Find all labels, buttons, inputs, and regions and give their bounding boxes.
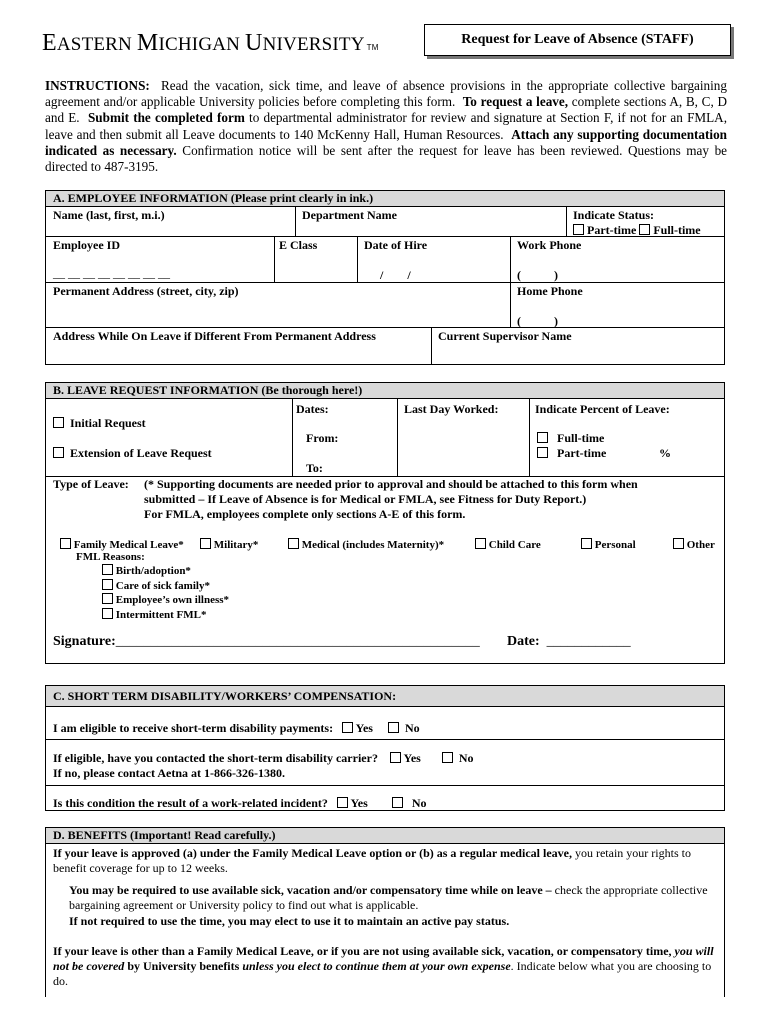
percent-full-time-checkbox[interactable] <box>537 432 548 443</box>
work-related-question: Is this condition the result of a work-related incident? <box>53 796 328 810</box>
date-label: Date: <box>507 634 540 649</box>
benefits-para-4-rest: . Indicate below what you are choosing to do. <box>53 959 712 988</box>
leave-type-military[interactable] <box>200 538 258 551</box>
intermittent-label: Intermittent FML* <box>115 608 207 621</box>
initial-request-option[interactable] <box>53 416 146 431</box>
leave-type-other[interactable] <box>673 538 715 551</box>
full-time-label: Full-time <box>653 223 701 237</box>
std-eligible-no-label: No <box>404 721 420 735</box>
instructions-text-2: complete sections A, B, C, D and E. <box>45 94 728 126</box>
personal-checkbox[interactable] <box>581 538 592 549</box>
extension-option[interactable] <box>53 446 212 461</box>
to-date-field[interactable]: To: <box>306 461 323 475</box>
hire-date-label: Date of Hire <box>364 238 428 252</box>
work-related-no-label: No <box>411 796 427 810</box>
instructions-label: INSTRUCTIONS: <box>45 78 150 93</box>
dates-label: Dates: <box>296 402 329 416</box>
fml-reason-care[interactable] <box>102 579 229 594</box>
other-label: Other <box>686 539 715 551</box>
instructions-text-3: to departmental administrator for review and signature at Section F, if not for an FMLA, leave and then submit all Leave documents to 140 McKenny Hall, Human Resources. <box>45 110 728 142</box>
signature-field[interactable] <box>53 634 480 650</box>
benefits-para-4-mid: by University benefits <box>127 959 240 973</box>
full-time-checkbox[interactable] <box>639 224 650 235</box>
form-title: Request for Leave of Absence (STAFF) <box>424 24 731 56</box>
eclass-field[interactable]: E Class <box>279 238 318 252</box>
medical-checkbox[interactable] <box>288 538 299 549</box>
percent-full-time-label: Full-time <box>557 431 605 445</box>
home-phone-label: Home Phone <box>517 284 583 298</box>
fml-checkbox[interactable] <box>60 538 71 549</box>
benefits-para-2-bold: You may be required to use available sick, vacation and/or compensatory time while on leave – <box>69 883 552 897</box>
work-related-yes-checkbox[interactable] <box>337 797 348 808</box>
fml-reason-birth[interactable] <box>102 564 229 579</box>
status-label: Indicate Status: <box>573 208 655 222</box>
leave-address-field[interactable]: Address While On Leave if Different From Permanent Address <box>53 329 376 343</box>
personal-label: Personal <box>594 539 636 551</box>
std-contacted-question: If eligible, have you contacted the short-term disability carrier? <box>53 751 378 765</box>
extension-checkbox[interactable] <box>53 447 64 458</box>
medical-label: Medical (includes Maternity)* <box>301 539 445 551</box>
percent-sign: % <box>659 446 671 460</box>
initial-request-checkbox[interactable] <box>53 417 64 428</box>
benefits-para-2-rest: check the appropriate collective bargaining agreement or University policy to find out what is applicable. <box>69 883 708 912</box>
illness-checkbox[interactable] <box>102 593 113 604</box>
leave-type-medical[interactable] <box>288 538 444 551</box>
employee-id-field[interactable]: __ __ __ __ __ __ __ __ <box>53 266 170 280</box>
std-contacted-no-checkbox[interactable] <box>442 752 453 763</box>
employee-id-label: Employee ID <box>53 238 120 252</box>
part-time-label: Part-time <box>587 223 637 237</box>
trademark-mark: TM <box>366 43 379 52</box>
work-related-no-checkbox[interactable] <box>392 797 403 808</box>
work-related-row <box>53 796 426 811</box>
type-note-2: submitted – If Leave of Absence is for Medical or FMLA, see Fitness for Duty Report.) <box>144 492 587 506</box>
benefits-para-3: If not required to use the time, you may elect to use it to maintain an active pay status. <box>69 914 510 928</box>
instructions <box>45 78 727 175</box>
extension-label: Extension of Leave Request <box>70 446 212 460</box>
std-eligible-no-checkbox[interactable] <box>388 722 399 733</box>
benefits-para-4-bold: If your leave is other than a Family Medical Leave, or if you are not using available sick, vacation, or compensatory time, <box>53 944 672 958</box>
birth-checkbox[interactable] <box>102 564 113 575</box>
birth-label: Birth/adoption* <box>115 565 191 577</box>
date-field[interactable] <box>507 634 631 650</box>
status-options <box>573 223 701 238</box>
fml-label: Family Medical Leave* <box>73 539 184 551</box>
military-label: Military* <box>213 539 259 551</box>
percent-full-time-option[interactable] <box>537 431 604 446</box>
other-checkbox[interactable] <box>673 538 684 549</box>
fml-reasons-list <box>102 564 229 622</box>
benefits-para-4-italic-1: you will not be covered <box>53 944 714 973</box>
care-label: Care of sick family* <box>115 579 210 592</box>
instructions-bold-1: To request a leave, <box>462 94 569 110</box>
section-c-title: C. SHORT TERM DISABILITY/WORKERS’ COMPENSATION: <box>46 686 724 707</box>
instructions-bold-2: Submit the completed form <box>87 110 245 126</box>
aetna-contact-text: If no, please contact Aetna at 1-866-326-1380. <box>53 766 285 780</box>
percent-label: Indicate Percent of Leave: <box>535 402 670 416</box>
std-contacted-yes-label: Yes <box>403 751 421 765</box>
name-field[interactable]: Name (last, first, m.i.) <box>53 208 165 222</box>
initial-request-label: Initial Request <box>70 416 146 430</box>
department-field[interactable]: Department Name <box>302 208 397 222</box>
supervisor-field[interactable]: Current Supervisor Name <box>438 329 572 343</box>
type-of-leave-label: Type of Leave: <box>53 477 129 491</box>
std-eligible-yes-label: Yes <box>355 721 373 735</box>
signature-label: Signature: <box>53 634 116 649</box>
hire-date-field[interactable]: / / <box>380 268 411 282</box>
fml-reason-intermittent[interactable] <box>102 608 229 623</box>
signature-line: ____________________________________________________ <box>115 634 480 649</box>
fml-reasons-label: FML Reasons: <box>76 551 145 563</box>
date-line: ____________ <box>546 634 631 649</box>
from-date-field[interactable]: From: <box>306 431 339 445</box>
child-care-checkbox[interactable] <box>475 538 486 549</box>
std-eligible-row <box>53 721 420 736</box>
benefits-para-2 <box>69 883 709 913</box>
benefits-para-4 <box>53 944 718 989</box>
percent-part-time-label: Part-time <box>557 446 607 460</box>
benefits-para-4-italic-2: unless you elect to continue them at your own expense <box>242 959 511 973</box>
instructions-bold-3: Attach any supporting documentation indicated as necessary. <box>45 126 728 158</box>
leave-type-fml[interactable] <box>60 538 184 551</box>
std-contacted-no-label: No <box>458 751 474 765</box>
std-contacted-row <box>53 751 474 766</box>
work-phone-label: Work Phone <box>517 238 582 252</box>
benefits-para-1-rest: you retain your rights to benefit coverage for up to 12 weeks. <box>53 846 691 875</box>
section-a-title: A. EMPLOYEE INFORMATION (Please print clearly in ink.) <box>46 191 724 207</box>
child-care-label: Child Care <box>488 539 541 551</box>
illness-label: Employee’s own illness* <box>115 594 230 606</box>
std-eligible-yes-checkbox[interactable] <box>342 722 353 733</box>
work-related-yes-label: Yes <box>350 796 368 810</box>
section-d-title: D. BENEFITS (Important! Read carefully.) <box>46 828 724 844</box>
part-time-checkbox[interactable] <box>573 224 584 235</box>
section-c <box>45 685 725 811</box>
permanent-address-field[interactable]: Permanent Address (street, city, zip) <box>53 284 239 298</box>
leave-type-child-care[interactable] <box>475 538 541 551</box>
leave-type-personal[interactable] <box>581 538 636 551</box>
benefits-para-1 <box>53 846 718 876</box>
type-note-3: For FMLA, employees complete only sections A-E of this form. <box>144 507 466 521</box>
std-contacted-yes-checkbox[interactable] <box>390 752 401 763</box>
type-note-1: (* Supporting documents are needed prior to approval and should be attached to this form when <box>144 477 638 491</box>
military-checkbox[interactable] <box>200 538 211 549</box>
university-logo: EASTERN MICHIGAN UNIVERSITY TM <box>42 30 379 56</box>
home-phone-field[interactable]: ( ) <box>517 314 558 328</box>
instructions-text-4: Confirmation notice will be sent after the request for leave has been reviewed. Questions may be directed to 487-3195. <box>45 142 728 175</box>
instructions-text-1: Read the vacation, sick time, and leave of absence provisions in the appropriate collective bargaining agreement and/or applicable University policies before completing this form. <box>45 78 727 110</box>
percent-part-time-option[interactable] <box>537 446 606 461</box>
intermittent-checkbox[interactable] <box>102 608 113 619</box>
care-checkbox[interactable] <box>102 579 113 590</box>
benefits-para-1-bold: If your leave is approved (a) under the Family Medical Leave option or (b) as a regular medical leave, <box>53 846 572 860</box>
last-day-worked-field[interactable]: Last Day Worked: <box>404 402 499 416</box>
section-b-title: B. LEAVE REQUEST INFORMATION (Be thorough here!) <box>46 383 724 399</box>
fml-reason-illness[interactable] <box>102 593 229 608</box>
std-eligible-question: I am eligible to receive short-term disability payments: <box>53 721 334 735</box>
percent-part-time-checkbox[interactable] <box>537 447 548 458</box>
work-phone-field[interactable]: ( ) <box>517 268 558 282</box>
